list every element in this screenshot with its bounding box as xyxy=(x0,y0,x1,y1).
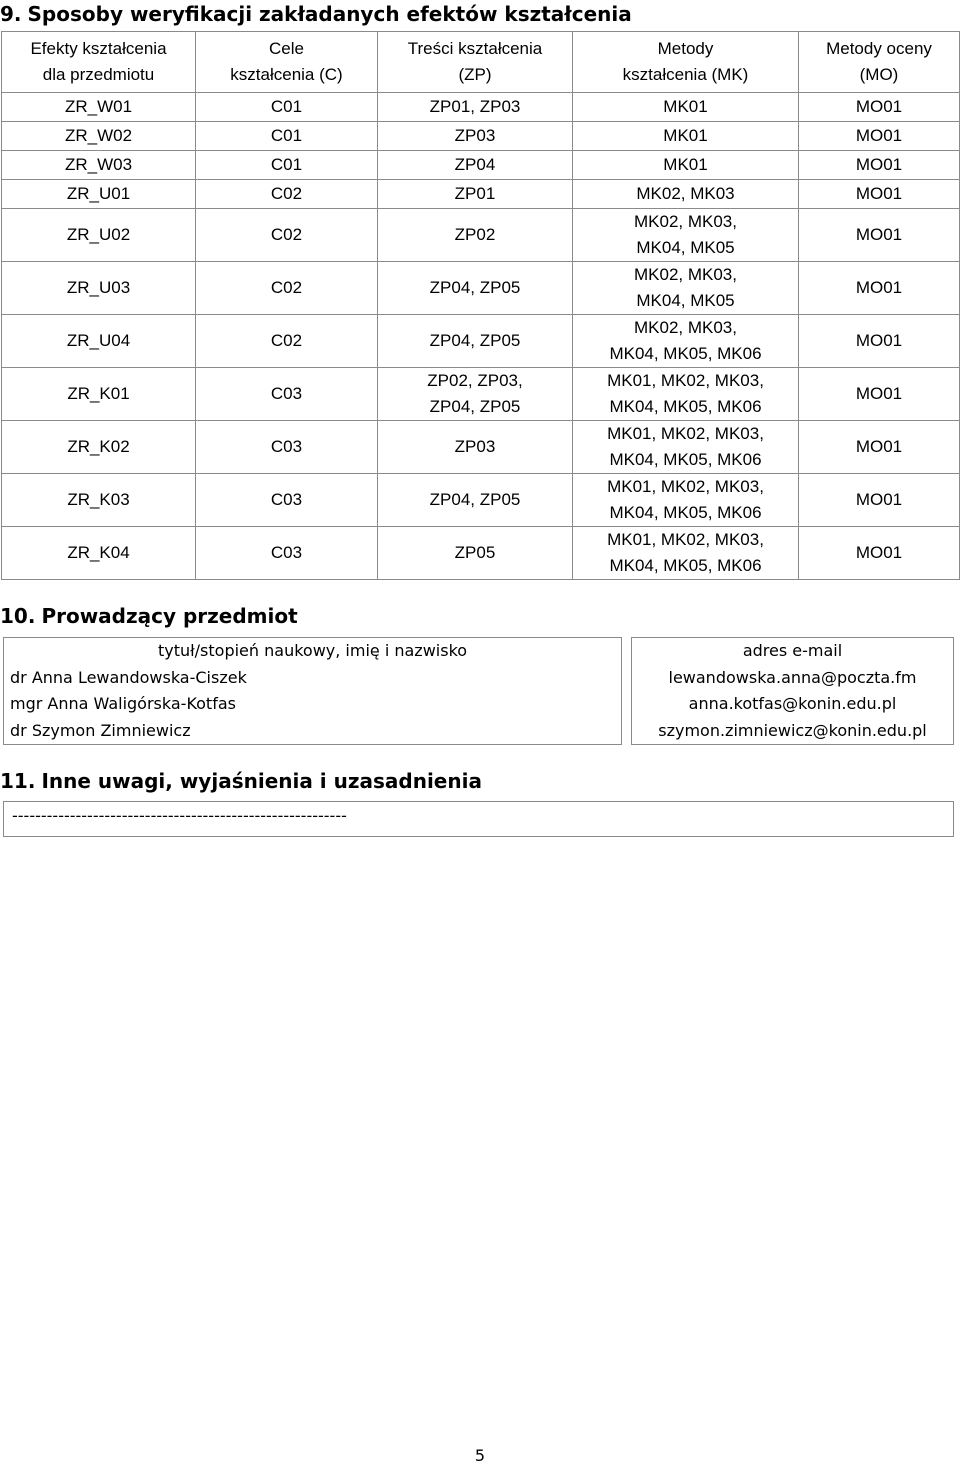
table-cell xyxy=(799,315,960,368)
cell-line: MO01 xyxy=(855,543,903,562)
cell-line: ZP04, ZP05 xyxy=(429,331,521,350)
table-cell xyxy=(378,180,573,209)
table-cell xyxy=(2,421,196,474)
cell-line: C03 xyxy=(270,384,303,403)
table-cell xyxy=(799,474,960,527)
table-row xyxy=(2,151,960,180)
table-row xyxy=(2,527,960,580)
cell-line: MK04, MK05, MK06 xyxy=(609,503,762,522)
teachers-email-header: adres e-mail xyxy=(742,641,843,660)
cell-line: MO01 xyxy=(855,331,903,350)
section-10-title: Prowadzący przedmiot xyxy=(41,604,298,628)
table-cell xyxy=(196,421,378,474)
teachers-name-header: tytuł/stopień naukowy, imię i nazwisko xyxy=(157,641,468,660)
notes-box xyxy=(3,801,954,837)
cell-line: C01 xyxy=(270,126,303,145)
cell-line: ZR_U01 xyxy=(66,184,131,203)
column-header xyxy=(378,32,573,93)
column-header xyxy=(196,32,378,93)
section-11-title: Inne uwagi, wyjaśnienia i uzasadnienia xyxy=(41,769,482,793)
cell-line: MK04, MK05 xyxy=(636,291,735,310)
teacher-name: dr Szymon Zimniewicz xyxy=(10,720,191,740)
column-header xyxy=(799,32,960,93)
cell-line: MK04, MK05, MK06 xyxy=(609,344,762,363)
table-row xyxy=(2,368,960,421)
table-row xyxy=(2,474,960,527)
cell-line: C03 xyxy=(270,490,303,509)
column-header-line: Metody xyxy=(657,39,714,58)
teachers-name-cell xyxy=(4,638,622,745)
cell-line: ZP01, ZP03 xyxy=(429,97,521,116)
table-cell xyxy=(799,209,960,262)
table-cell xyxy=(378,209,573,262)
section-9-heading xyxy=(0,2,638,26)
table-cell xyxy=(573,180,799,209)
cell-line: MK01 xyxy=(663,97,708,116)
table-cell xyxy=(196,474,378,527)
section-10-heading xyxy=(0,604,304,628)
section-10-number: 10. xyxy=(0,604,36,628)
cell-line: ZP02, ZP03, xyxy=(427,371,523,390)
table-cell xyxy=(196,315,378,368)
table-cell xyxy=(2,93,196,122)
cell-line: C01 xyxy=(270,155,303,174)
table-cell xyxy=(378,368,573,421)
cell-line: MO01 xyxy=(855,155,903,174)
table-cell xyxy=(378,122,573,151)
cell-line: MO01 xyxy=(855,97,903,116)
section-11-number: 11. xyxy=(0,769,36,793)
verification-table xyxy=(1,31,960,580)
cell-line: MO01 xyxy=(855,225,903,244)
cell-line: MO01 xyxy=(855,384,903,403)
cell-line: ZR_K03 xyxy=(67,490,130,509)
table-cell xyxy=(196,368,378,421)
table-row xyxy=(2,421,960,474)
cell-line: ZR_K01 xyxy=(67,384,130,403)
cell-line: ZR_K04 xyxy=(67,543,130,562)
cell-line: ZP05 xyxy=(454,543,496,562)
column-header xyxy=(2,32,196,93)
cell-line: ZR_U04 xyxy=(66,331,131,350)
table-cell xyxy=(2,151,196,180)
table-cell xyxy=(573,262,799,315)
table-cell xyxy=(799,151,960,180)
table-cell xyxy=(799,180,960,209)
table-row xyxy=(2,122,960,151)
cell-line: MK04, MK05, MK06 xyxy=(609,556,762,575)
cell-line: MK01 xyxy=(663,126,708,145)
teacher-email: anna.kotfas@konin.edu.pl xyxy=(688,694,897,713)
table-cell xyxy=(573,474,799,527)
table-row xyxy=(2,180,960,209)
table-row xyxy=(2,209,960,262)
table-cell xyxy=(378,474,573,527)
section-11-heading xyxy=(0,769,488,793)
table-cell xyxy=(573,527,799,580)
table-cell xyxy=(2,122,196,151)
table-cell xyxy=(196,262,378,315)
table-cell xyxy=(2,527,196,580)
section-9-title: Sposoby weryfikacji zakładanych efektów kształcenia xyxy=(27,2,632,26)
teacher-email: lewandowska.anna@poczta.fm xyxy=(668,667,917,687)
table-cell xyxy=(2,474,196,527)
cell-line: C01 xyxy=(270,97,303,116)
cell-line: ZR_W03 xyxy=(64,155,133,174)
table-cell xyxy=(573,122,799,151)
table-cell xyxy=(573,209,799,262)
cell-line: MO01 xyxy=(855,490,903,509)
cell-line: C02 xyxy=(270,184,303,203)
cell-line: MK01, MK02, MK03, xyxy=(607,371,764,390)
cell-line: ZP03 xyxy=(454,437,496,456)
table-cell xyxy=(799,122,960,151)
page-number: 5 xyxy=(474,1446,486,1465)
cell-line: MK04, MK05 xyxy=(636,238,735,257)
table-cell xyxy=(573,93,799,122)
cell-line: MO01 xyxy=(855,437,903,456)
column-header-line: kształcenia (C) xyxy=(230,65,343,84)
table-cell xyxy=(196,180,378,209)
table-cell xyxy=(196,209,378,262)
column-header-line: (MO) xyxy=(859,65,899,84)
table-cell xyxy=(799,93,960,122)
table-row xyxy=(2,315,960,368)
cell-line: MK01, MK02, MK03, xyxy=(607,530,764,549)
table-cell xyxy=(2,315,196,368)
table-cell xyxy=(573,421,799,474)
cell-line: MK01, MK02, MK03, xyxy=(607,424,764,443)
cell-line: MK02, MK03, xyxy=(634,318,737,337)
teacher-name: dr Anna Lewandowska-Ciszek xyxy=(10,667,247,687)
table-cell xyxy=(196,93,378,122)
cell-line: C02 xyxy=(270,331,303,350)
teachers-gap xyxy=(622,638,632,745)
table-cell xyxy=(799,527,960,580)
cell-line: MO01 xyxy=(855,184,903,203)
column-header-line: kształcenia (MK) xyxy=(622,65,749,84)
cell-line: ZP04, ZP05 xyxy=(429,397,521,416)
table-row xyxy=(2,93,960,122)
cell-line: C02 xyxy=(270,225,303,244)
table-cell xyxy=(573,368,799,421)
table-cell xyxy=(799,368,960,421)
table-cell xyxy=(378,93,573,122)
section-9-number: 9. xyxy=(0,2,22,26)
verification-table-header xyxy=(2,32,960,93)
cell-line: MK02, MK03, xyxy=(634,212,737,231)
teachers-table xyxy=(3,637,954,745)
column-header-line: Treści kształcenia xyxy=(407,39,543,58)
cell-line: ZR_U02 xyxy=(66,225,131,244)
table-cell xyxy=(378,151,573,180)
cell-line: MK04, MK05, MK06 xyxy=(609,450,762,469)
cell-line: C03 xyxy=(270,437,303,456)
table-cell xyxy=(196,527,378,580)
cell-line: ZP04, ZP05 xyxy=(429,278,521,297)
cell-line: ZP03 xyxy=(454,126,496,145)
cell-line: ZP04, ZP05 xyxy=(429,490,521,509)
teacher-name: mgr Anna Waligórska-Kotfas xyxy=(10,694,236,713)
column-header-line: Cele xyxy=(269,39,304,58)
table-cell xyxy=(378,315,573,368)
column-header xyxy=(573,32,799,93)
table-cell xyxy=(378,527,573,580)
verification-table-body xyxy=(2,93,960,580)
table-cell xyxy=(2,209,196,262)
table-cell xyxy=(378,262,573,315)
column-header-line: (ZP) xyxy=(458,65,492,84)
column-header-line: Metody oceny xyxy=(826,39,932,58)
cell-line: MK01 xyxy=(663,155,708,174)
cell-line: ZP04 xyxy=(454,155,496,174)
table-cell xyxy=(378,421,573,474)
cell-line: ZR_W01 xyxy=(64,97,133,116)
cell-line: ZR_W02 xyxy=(64,126,133,145)
cell-line: MK02, MK03 xyxy=(636,184,735,203)
cell-line: ZR_K02 xyxy=(67,437,130,456)
table-cell xyxy=(2,180,196,209)
table-cell xyxy=(573,315,799,368)
table-cell xyxy=(799,421,960,474)
table-cell xyxy=(196,151,378,180)
cell-line: C02 xyxy=(270,278,303,297)
cell-line: ZR_U03 xyxy=(66,278,131,297)
column-header-line: Efekty kształcenia xyxy=(30,39,167,58)
table-cell xyxy=(2,262,196,315)
cell-line: MK01, MK02, MK03, xyxy=(607,477,764,496)
cell-line: MK02, MK03, xyxy=(634,265,737,284)
table-cell xyxy=(573,151,799,180)
cell-line: ZP02 xyxy=(454,225,496,244)
table-cell xyxy=(799,262,960,315)
teacher-email: szymon.zimniewicz@konin.edu.pl xyxy=(658,720,927,740)
cell-line: MO01 xyxy=(855,126,903,145)
table-cell xyxy=(196,122,378,151)
cell-line: C03 xyxy=(270,543,303,562)
table-row xyxy=(2,262,960,315)
table-cell xyxy=(2,368,196,421)
teachers-email-cell xyxy=(632,638,954,745)
notes-content: ---------------------------------------------------------- xyxy=(12,806,347,825)
column-header-line: dla przedmiotu xyxy=(42,65,155,84)
cell-line: MK04, MK05, MK06 xyxy=(609,397,762,416)
cell-line: MO01 xyxy=(855,278,903,297)
cell-line: ZP01 xyxy=(454,184,496,203)
